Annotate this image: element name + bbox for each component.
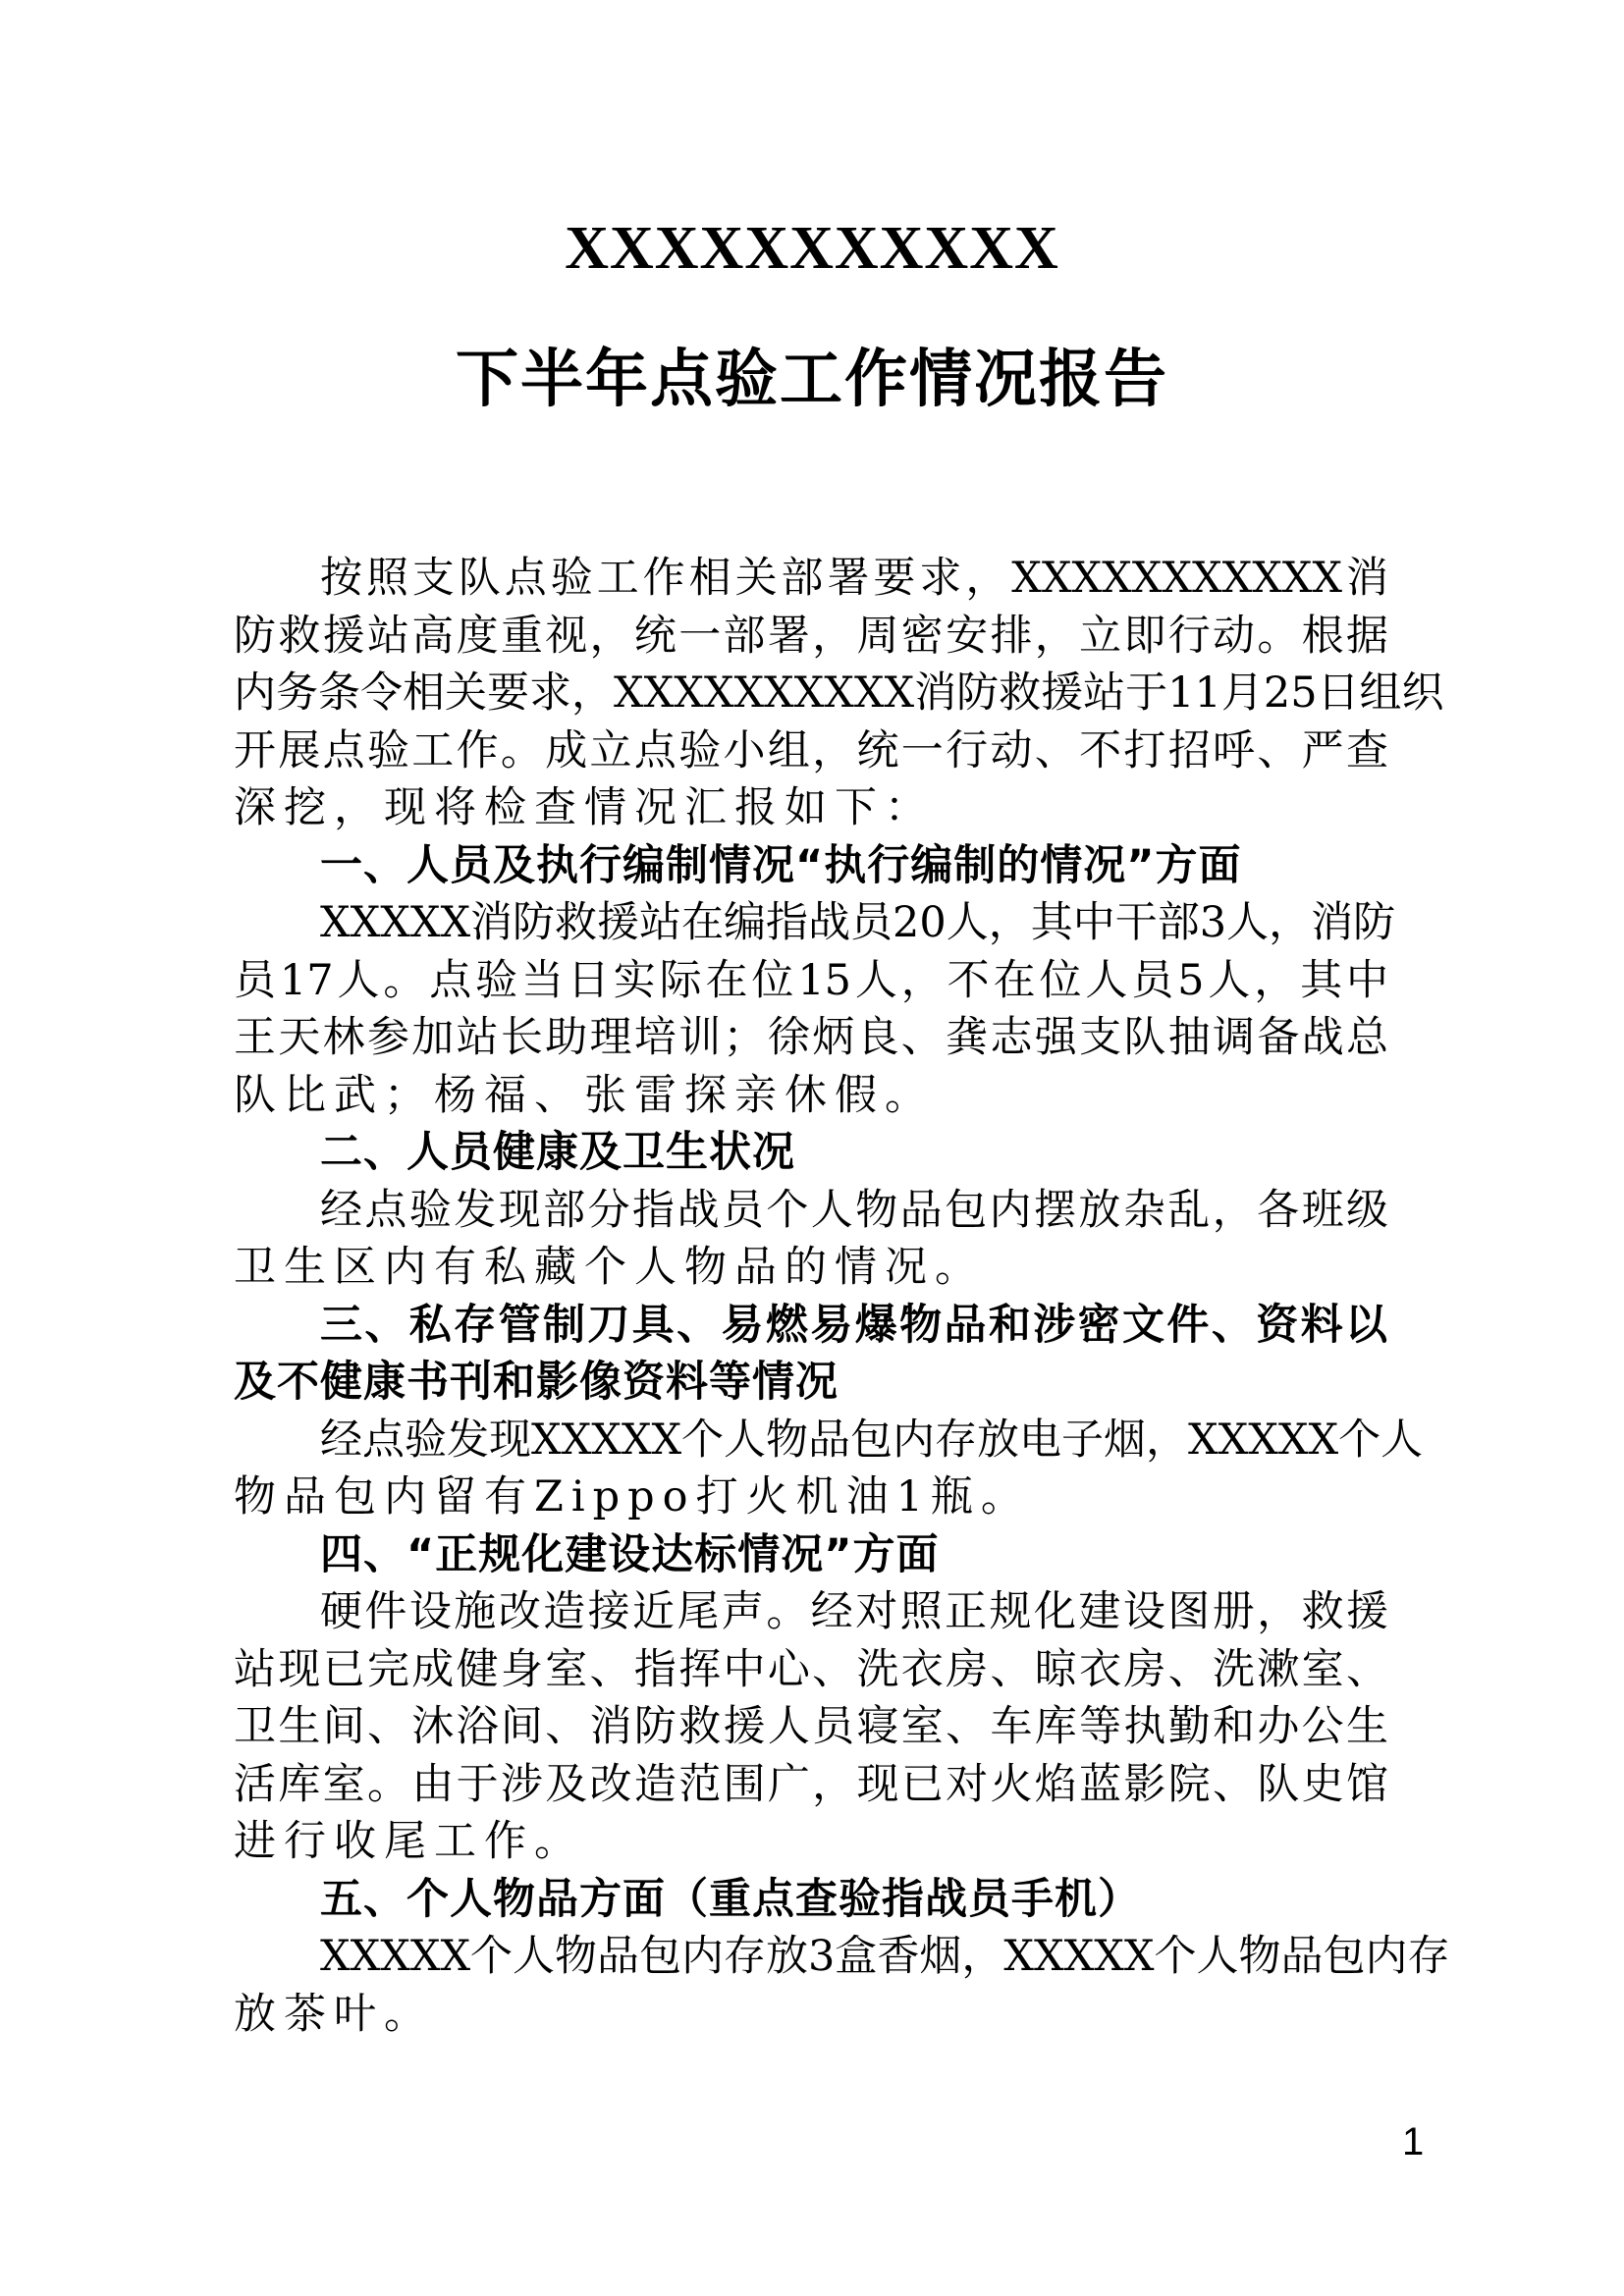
paragraph-line: 员17人。点验当日实际在位15人，不在位人员5人，其中 bbox=[234, 955, 1388, 1005]
section-heading-line: 及不健康书刊和影像资料等情况 bbox=[234, 1358, 839, 1407]
paragraph-line: 经点验发现部分指战员个人物品包内摆放杂乱，各班级 bbox=[320, 1185, 1388, 1235]
paragraph-line: 开展点验工作。成立点验小组，统一行动、不打招呼、严查 bbox=[234, 725, 1388, 775]
section-heading-line: 一、人员及执行编制情况“执行编制的情况”方面 bbox=[320, 840, 1242, 890]
document-body bbox=[234, 550, 1450, 2043]
paragraph-line: XXXXX个人物品包内存放3盒香烟，XXXXX个人物品包内存 bbox=[320, 1932, 1450, 1981]
paragraph-line: 站现已完成健身室、指挥中心、洗衣房、晾衣房、洗漱室、 bbox=[234, 1644, 1388, 1694]
section-heading-line: 五、个人物品方面（重点查验指战员手机） bbox=[320, 1874, 1141, 1924]
paragraph-line: 防救援站高度重视，统一部署，周密安排，立即行动。根据 bbox=[234, 611, 1388, 661]
paragraph-line: 深挖，现将检查情况汇报如下： bbox=[234, 783, 935, 832]
paragraph-line: 内务条令相关要求，XXXXXXXXXX消防救援站于11月25日组织 bbox=[234, 668, 1444, 718]
section-heading-line: 二、人员健康及卫生状况 bbox=[320, 1128, 795, 1177]
paragraph-line: 活库室。由于涉及改造范围广，现已对火焰蓝影院、队史馆 bbox=[234, 1759, 1388, 1809]
paragraph-line: 按照支队点验工作相关部署要求，XXXXXXXXXXX消 bbox=[320, 554, 1388, 603]
paragraph-line: 经点验发现XXXXX个人物品包内存放电子烟，XXXXX个人 bbox=[320, 1415, 1424, 1465]
section-heading-line: 四、“正规化建设达标情况”方面 bbox=[320, 1529, 940, 1579]
paragraph-line: 队比武；杨福、张雷探亲休假。 bbox=[234, 1070, 935, 1120]
paragraph-line: 卫生间、沐浴间、消防救援人员寝室、车库等执勤和办公生 bbox=[234, 1702, 1388, 1751]
paragraph-line: 硬件设施改造接近尾声。经对照正规化建设图册，救援 bbox=[320, 1587, 1388, 1636]
paragraph-line: 王天林参加站长助理培训；徐炳良、龚志强支队抽调备战总 bbox=[234, 1013, 1388, 1062]
paragraph-line: 物品包内留有Zippo打火机油1瓶。 bbox=[234, 1472, 1031, 1522]
paragraph-line: 进行收尾工作。 bbox=[234, 1817, 584, 1866]
paragraph-line: XXXXX消防救援站在编指战员20人，其中干部3人，消防 bbox=[320, 898, 1396, 947]
page-number: 1 bbox=[1402, 2120, 1425, 2163]
document-title-line1: XXXXXXXXXXX bbox=[565, 215, 1059, 282]
section-heading-line: 三、私存管制刀具、易燃易爆物品和涉密文件、资料以 bbox=[320, 1300, 1388, 1350]
paragraph-line: 卫生区内有私藏个人物品的情况。 bbox=[234, 1243, 985, 1292]
paragraph-line: 放茶叶。 bbox=[234, 1989, 434, 2039]
document-title-line2: 下半年点验工作情况报告 bbox=[456, 344, 1168, 416]
